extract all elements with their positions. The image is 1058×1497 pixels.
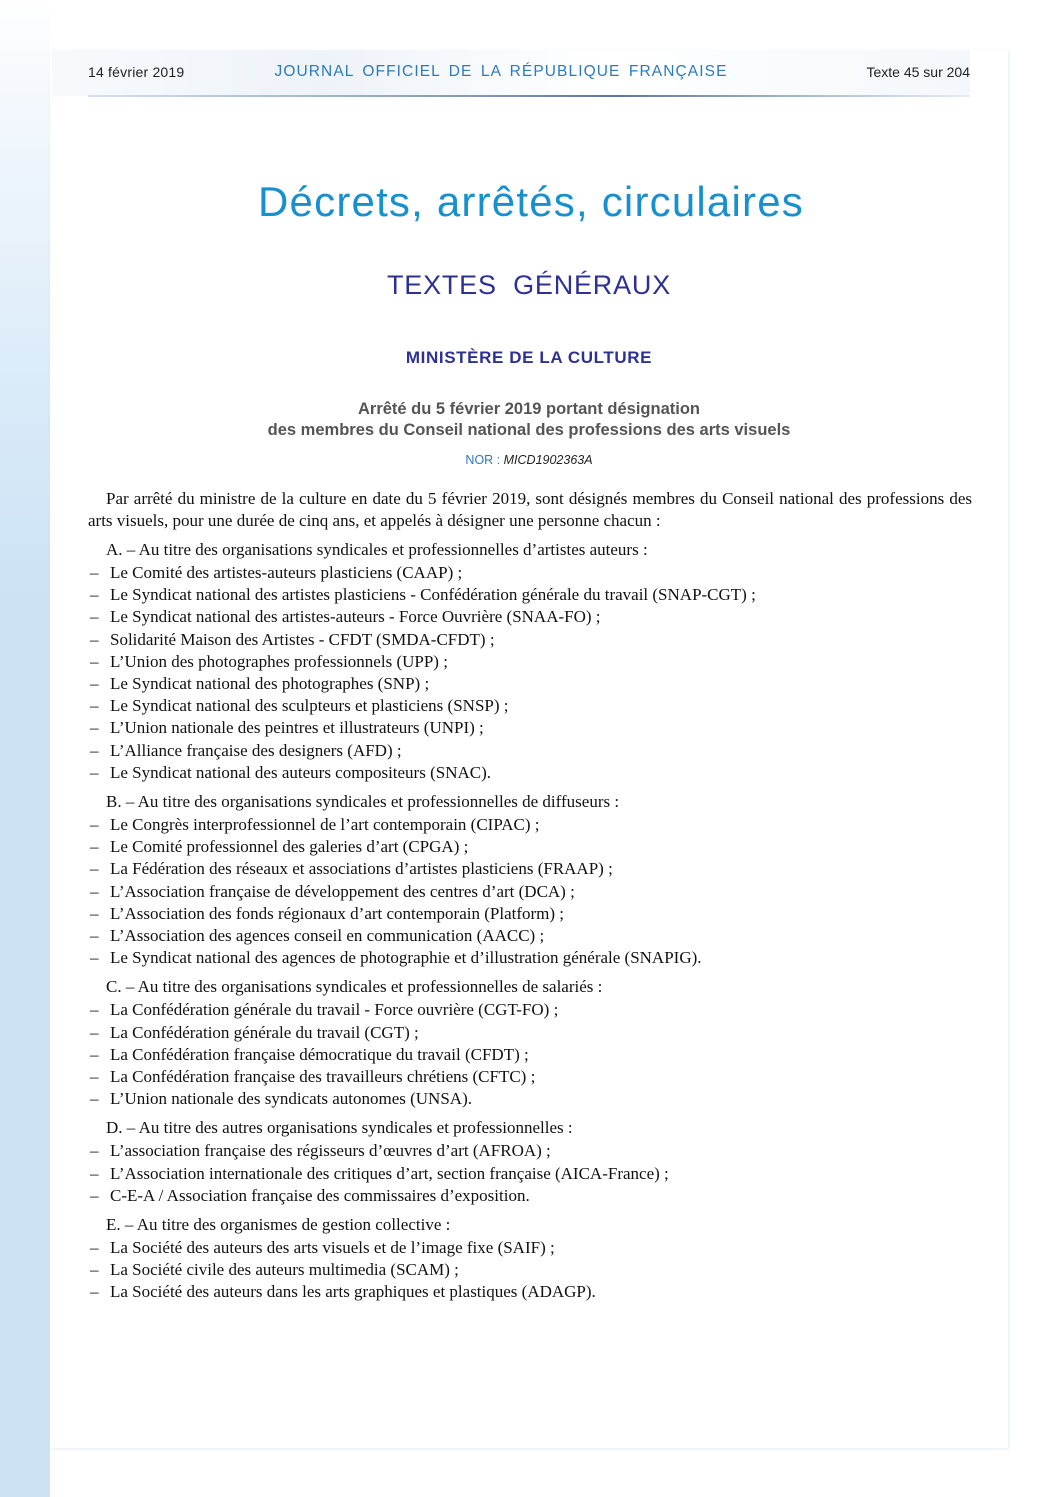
organization-name: C-E-A / Association française des commissaires d’exposition.: [110, 1185, 530, 1205]
list-item: [88, 1044, 972, 1066]
nor-value: MICD1902363A: [503, 453, 593, 467]
section-e: [88, 1213, 972, 1304]
dash-bullet-icon: –: [90, 1022, 99, 1042]
dash-bullet-icon: –: [90, 1163, 99, 1183]
list-item: [88, 629, 972, 651]
section-heading: C. – Au titre des organisations syndicales et professionnelles de salariés :: [106, 977, 603, 997]
organization-name: Le Syndicat national des sculpteurs et plasticiens (SNSP) ;: [110, 696, 509, 716]
dash-bullet-icon: –: [90, 1282, 99, 1302]
section-heading: A. – Au titre des organisations syndicales et professionnelles d’artistes auteurs :: [106, 540, 648, 559]
organization-name: Le Syndicat national des artistes plasticiens - Confédération générale du travail (SNAP-CGT) ;: [110, 585, 756, 605]
dash-bullet-icon: –: [90, 1000, 99, 1020]
member-list: [88, 1237, 972, 1304]
section-heading: B. – Au titre des organisations syndicales et professionnelles de diffuseurs :: [106, 792, 620, 812]
arrete-title-line-1: Arrêté du 5 février 2019 portant désignation: [357, 400, 700, 418]
list-item: [88, 651, 972, 673]
dash-bullet-icon: –: [90, 926, 99, 946]
section-title: Décrets, arrêtés, circulaires: [258, 178, 804, 225]
text-number: Texte 45 sur 204: [866, 64, 970, 80]
list-item: [88, 1140, 972, 1162]
list-item: [88, 740, 972, 762]
list-item: [88, 1281, 972, 1303]
list-item: [88, 562, 972, 584]
list-item: [88, 903, 972, 925]
list-item: [88, 762, 972, 784]
list-item: [88, 717, 972, 739]
organization-name: La Société des auteurs dans les arts graphiques et plastiques (ADAGP).: [110, 1282, 596, 1302]
publication-date: 14 février 2019: [88, 64, 185, 80]
dash-bullet-icon: –: [90, 696, 99, 716]
dash-bullet-icon: –: [90, 1185, 99, 1205]
organization-name: L’Union nationale des syndicats autonomes (UNSA).: [110, 1089, 472, 1109]
list-item: [88, 881, 972, 903]
member-list: [88, 999, 972, 1110]
organization-name: La Confédération française des travailleurs chrétiens (CFTC) ;: [110, 1067, 536, 1087]
nor-label: NOR :: [465, 453, 504, 467]
list-item: [88, 925, 972, 947]
list-item: [88, 606, 972, 628]
organization-name: La Société civile des auteurs multimedia (SCAM) ;: [110, 1260, 459, 1280]
organization-name: La Société des auteurs des arts visuels et de l’image fixe (SAIF) ;: [110, 1238, 555, 1258]
arrete-title: [0, 399, 1058, 441]
section-c: [88, 975, 972, 1110]
section-d: [88, 1116, 972, 1207]
list-item: [88, 1237, 972, 1259]
ministry-heading: MINISTÈRE DE LA CULTURE: [405, 348, 653, 367]
list-item: [88, 947, 972, 969]
organization-name: L’Union nationale des peintres et illustrateurs (UNPI) ;: [110, 718, 484, 738]
dash-bullet-icon: –: [90, 762, 99, 782]
dash-bullet-icon: –: [90, 1089, 99, 1109]
list-item: [88, 814, 972, 836]
page-header: [52, 50, 970, 96]
section-b: [88, 790, 972, 969]
list-item: [88, 999, 972, 1021]
organization-name: L’Alliance française des designers (AFD) ;: [110, 740, 402, 760]
organization-name: L’Association française de développement des centres d’art (DCA) ;: [110, 881, 575, 901]
journal-title: JOURNAL OFFICIEL DE LA RÉPUBLIQUE FRANÇAISE: [274, 63, 728, 80]
list-item: [88, 695, 972, 717]
member-list: [88, 1140, 972, 1207]
list-item: [88, 836, 972, 858]
dash-bullet-icon: –: [90, 881, 99, 901]
dash-bullet-icon: –: [90, 674, 99, 694]
organization-name: Le Syndicat national des agences de photographie et d’illustration générale (SNAPIG).: [110, 948, 702, 968]
intro-paragraph: Par arrêté du ministre de la culture en date du 5 février 2019, sont désignés membres du Conseil national des professions des arts visuels, pour une durée de cinq ans, et appelés à désigner une personne chacun :: [88, 489, 972, 530]
dash-bullet-icon: –: [90, 563, 99, 582]
list-item: [88, 1185, 972, 1207]
list-item: [88, 1163, 972, 1185]
organization-name: La Fédération des réseaux et associations d’artistes plasticiens (FRAAP) ;: [110, 859, 613, 879]
dash-bullet-icon: –: [90, 1260, 99, 1280]
section-heading: D. – Au titre des autres organisations syndicales et professionnelles :: [106, 1118, 573, 1138]
list-item: [88, 584, 972, 606]
document-body: [88, 488, 972, 1310]
organization-name: L’Association des agences conseil en communication (AACC) ;: [110, 926, 545, 946]
organization-name: Le Syndicat national des auteurs compositeurs (SNAC).: [110, 762, 492, 782]
organization-name: Le Comité professionnel des galeries d’art (CPGA) ;: [110, 837, 469, 857]
organization-name: Le Comité des artistes-auteurs plasticiens (CAAP) ;: [110, 563, 463, 582]
organization-name: L’Association des fonds régionaux d’art contemporain (Platform) ;: [110, 903, 565, 923]
dash-bullet-icon: –: [90, 837, 99, 857]
organization-name: La Confédération générale du travail (CGT) ;: [110, 1022, 419, 1042]
organization-name: Le Congrès interprofessionnel de l’art contemporain (CIPAC) ;: [110, 815, 540, 835]
dash-bullet-icon: –: [90, 1238, 99, 1258]
dash-bullet-icon: –: [90, 859, 99, 879]
nor-reference: [0, 453, 1058, 467]
dash-bullet-icon: –: [90, 740, 99, 760]
dash-bullet-icon: –: [90, 718, 99, 738]
dash-bullet-icon: –: [90, 1141, 99, 1161]
dash-bullet-icon: –: [90, 607, 99, 627]
list-item: [88, 858, 972, 880]
designation-sections: [88, 538, 972, 1304]
organization-name: L’association française des régisseurs d’œuvres d’art (AFROA) ;: [110, 1141, 551, 1161]
member-list: [88, 814, 972, 969]
subsection-title: TEXTES GÉNÉRAUX: [386, 270, 672, 300]
list-item: [88, 1259, 972, 1281]
organization-name: La Confédération générale du travail - Force ouvrière (CGT-FO) ;: [110, 1000, 559, 1020]
dash-bullet-icon: –: [90, 1067, 99, 1087]
dash-bullet-icon: –: [90, 1044, 99, 1064]
organization-name: Le Syndicat national des artistes-auteurs - Force Ouvrière (SNAA-FO) ;: [110, 607, 601, 627]
dash-bullet-icon: –: [90, 629, 99, 649]
header-divider: [88, 95, 970, 97]
dash-bullet-icon: –: [90, 903, 99, 923]
list-item: [88, 1066, 972, 1088]
dash-bullet-icon: –: [90, 651, 99, 671]
dash-bullet-icon: –: [90, 585, 99, 605]
organization-name: L’Association internationale des critiques d’art, section française (AICA-France) ;: [110, 1163, 669, 1183]
organization-name: Le Syndicat national des photographes (SNP) ;: [110, 674, 430, 694]
dash-bullet-icon: –: [90, 815, 99, 835]
list-item: [88, 1088, 972, 1110]
organization-name: Solidarité Maison des Artistes - CFDT (SMDA-CFDT) ;: [110, 629, 495, 649]
organization-name: La Confédération française démocratique du travail (CFDT) ;: [110, 1044, 529, 1064]
section-heading: E. – Au titre des organismes de gestion collective :: [106, 1215, 451, 1235]
list-item: [88, 1022, 972, 1044]
arrete-title-line-2: des membres du Conseil national des professions des arts visuels: [267, 421, 791, 439]
section-a: [88, 538, 972, 784]
dash-bullet-icon: –: [90, 948, 99, 968]
organization-name: L’Union des photographes professionnels (UPP) ;: [110, 651, 448, 671]
member-list: [88, 562, 972, 784]
list-item: [88, 673, 972, 695]
